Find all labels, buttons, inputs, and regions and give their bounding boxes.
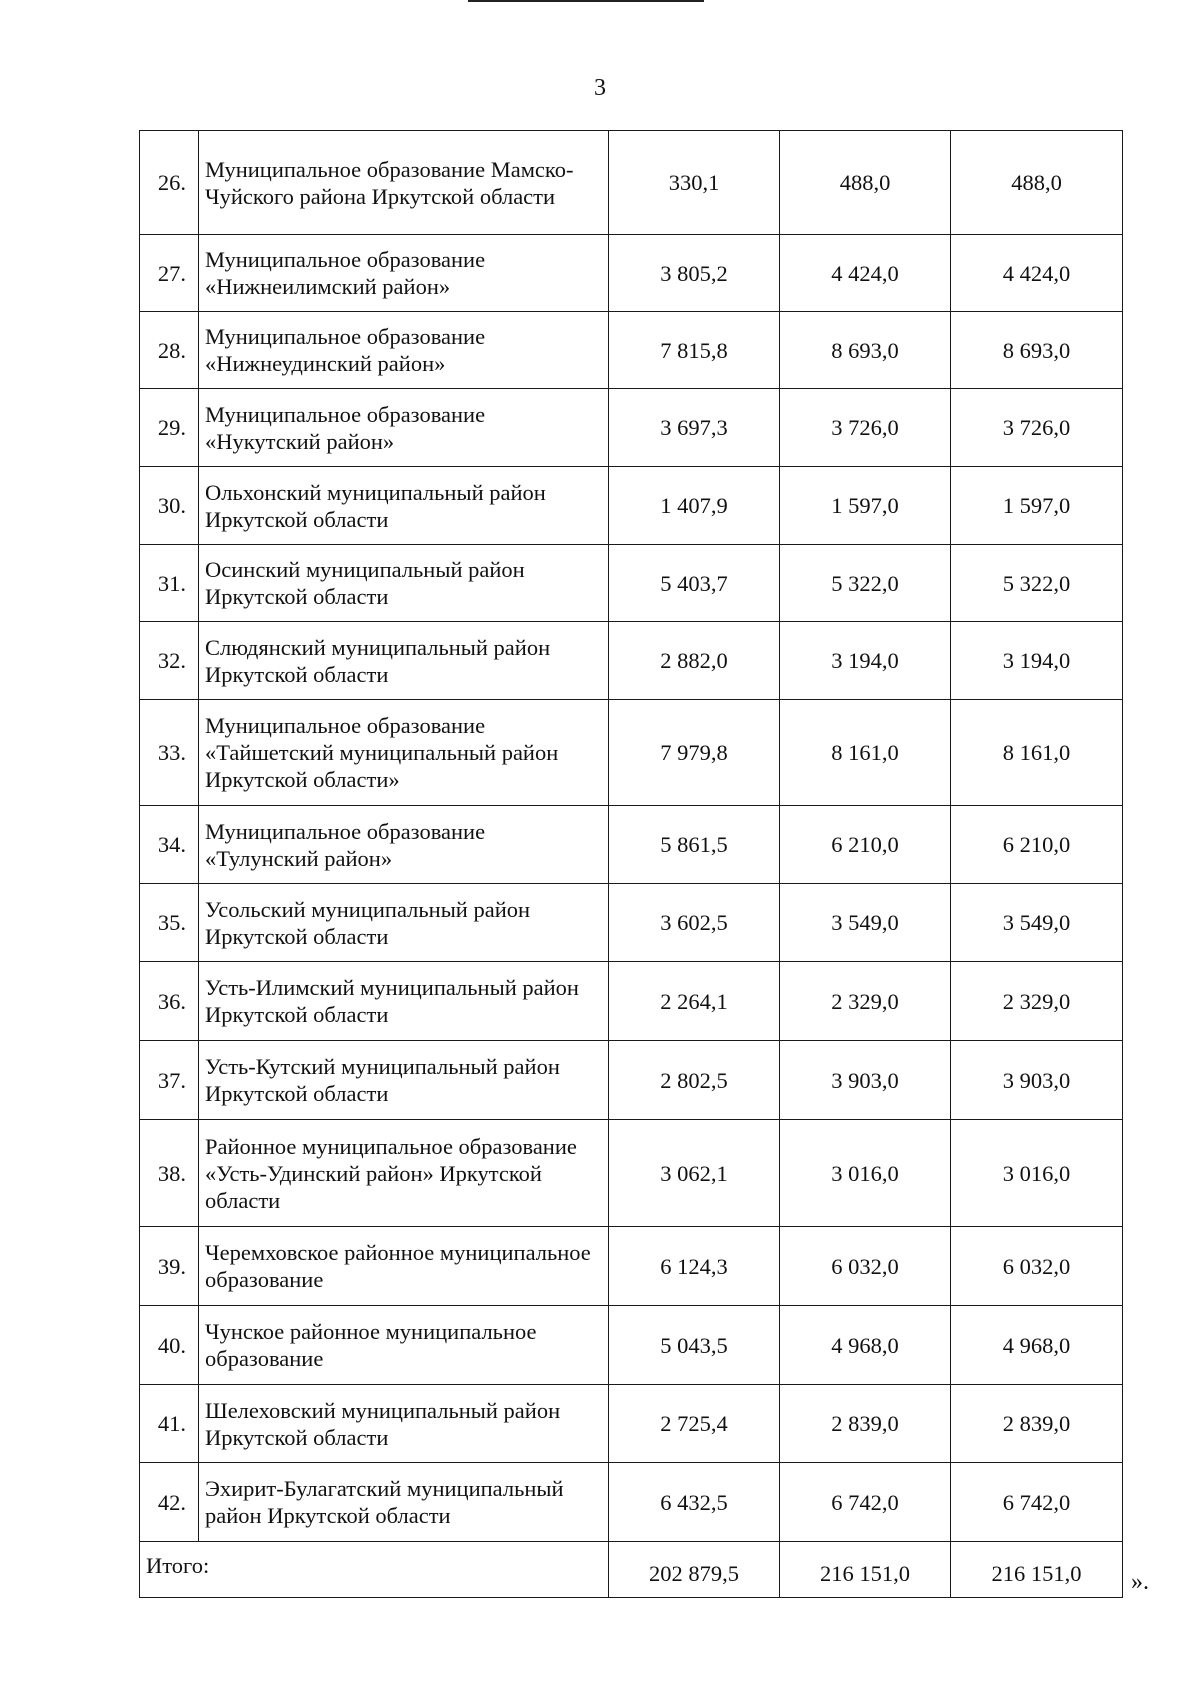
value-col-1: 3 697,3 bbox=[609, 389, 780, 467]
table-row bbox=[140, 622, 1123, 700]
value-col-1: 2 725,4 bbox=[609, 1385, 780, 1463]
municipality-name: Муниципальное образование «Нижнеудинский район» bbox=[199, 312, 609, 389]
municipality-name: Районное муниципальное образование «Усть-Удинский район» Иркутской области bbox=[199, 1120, 609, 1227]
value-col-2: 3 549,0 bbox=[780, 884, 951, 962]
value-col-1: 1 407,9 bbox=[609, 467, 780, 545]
value-col-3: 3 194,0 bbox=[951, 622, 1123, 700]
value-col-2: 2 329,0 bbox=[780, 962, 951, 1041]
table-row bbox=[140, 235, 1123, 312]
value-col-3: 3 016,0 bbox=[951, 1120, 1123, 1227]
row-number: 31. bbox=[140, 545, 199, 622]
row-number: 33. bbox=[140, 700, 199, 806]
value-col-3: 3 903,0 bbox=[951, 1041, 1123, 1120]
total-row bbox=[140, 1542, 1123, 1598]
total-value-col-2: 216 151,0 bbox=[780, 1542, 951, 1598]
value-col-2: 2 839,0 bbox=[780, 1385, 951, 1463]
value-col-3: 6 742,0 bbox=[951, 1463, 1123, 1542]
table-row bbox=[140, 884, 1123, 962]
municipality-name: Чунское районное муниципальное образование bbox=[199, 1306, 609, 1385]
value-col-2: 4 968,0 bbox=[780, 1306, 951, 1385]
row-number: 34. bbox=[140, 806, 199, 884]
value-col-2: 3 726,0 bbox=[780, 389, 951, 467]
value-col-1: 5 043,5 bbox=[609, 1306, 780, 1385]
value-col-1: 7 815,8 bbox=[609, 312, 780, 389]
value-col-1: 2 264,1 bbox=[609, 962, 780, 1041]
row-number: 30. bbox=[140, 467, 199, 545]
row-number: 32. bbox=[140, 622, 199, 700]
value-col-3: 6 210,0 bbox=[951, 806, 1123, 884]
allocation-table bbox=[139, 130, 1123, 1598]
value-col-2: 5 322,0 bbox=[780, 545, 951, 622]
table-row bbox=[140, 1120, 1123, 1227]
table-row bbox=[140, 1385, 1123, 1463]
value-col-1: 5 861,5 bbox=[609, 806, 780, 884]
municipality-name: Муниципальное образование «Тайшетский муниципальный район Иркутской области» bbox=[199, 700, 609, 806]
total-label: Итого: bbox=[140, 1542, 609, 1598]
value-col-3: 3 549,0 bbox=[951, 884, 1123, 962]
row-number: 26. bbox=[140, 131, 199, 235]
total-value-col-1: 202 879,5 bbox=[609, 1542, 780, 1598]
value-col-1: 2 882,0 bbox=[609, 622, 780, 700]
value-col-3: 1 597,0 bbox=[951, 467, 1123, 545]
row-number: 39. bbox=[140, 1227, 199, 1306]
row-number: 42. bbox=[140, 1463, 199, 1542]
row-number: 41. bbox=[140, 1385, 199, 1463]
value-col-1: 5 403,7 bbox=[609, 545, 780, 622]
value-col-1: 330,1 bbox=[609, 131, 780, 235]
row-number: 36. bbox=[140, 962, 199, 1041]
table-row bbox=[140, 1227, 1123, 1306]
top-rule bbox=[468, 0, 704, 2]
total-value-col-3: 216 151,0 bbox=[951, 1542, 1123, 1598]
municipality-name: Слюдянский муниципальный район Иркутской области bbox=[199, 622, 609, 700]
value-col-3: 6 032,0 bbox=[951, 1227, 1123, 1306]
value-col-3: 8 693,0 bbox=[951, 312, 1123, 389]
value-col-3: 4 424,0 bbox=[951, 235, 1123, 312]
row-number: 28. bbox=[140, 312, 199, 389]
municipality-name: Ольхонский муниципальный район Иркутской области bbox=[199, 467, 609, 545]
row-number: 40. bbox=[140, 1306, 199, 1385]
value-col-2: 488,0 bbox=[780, 131, 951, 235]
municipality-name: Муниципальное образование «Тулунский район» bbox=[199, 806, 609, 884]
value-col-1: 6 432,5 bbox=[609, 1463, 780, 1542]
value-col-3: 8 161,0 bbox=[951, 700, 1123, 806]
table-row bbox=[140, 700, 1123, 806]
row-number: 29. bbox=[140, 389, 199, 467]
value-col-1: 2 802,5 bbox=[609, 1041, 780, 1120]
value-col-2: 4 424,0 bbox=[780, 235, 951, 312]
row-number: 37. bbox=[140, 1041, 199, 1120]
value-col-2: 3 194,0 bbox=[780, 622, 951, 700]
value-col-3: 3 726,0 bbox=[951, 389, 1123, 467]
row-number: 27. bbox=[140, 235, 199, 312]
closing-quote-mark: ». bbox=[1131, 1569, 1149, 1595]
value-col-2: 1 597,0 bbox=[780, 467, 951, 545]
value-col-3: 2 839,0 bbox=[951, 1385, 1123, 1463]
municipality-name: Осинский муниципальный район Иркутской области bbox=[199, 545, 609, 622]
value-col-2: 3 903,0 bbox=[780, 1041, 951, 1120]
table-row bbox=[140, 545, 1123, 622]
value-col-3: 2 329,0 bbox=[951, 962, 1123, 1041]
value-col-1: 3 062,1 bbox=[609, 1120, 780, 1227]
value-col-2: 8 161,0 bbox=[780, 700, 951, 806]
table-row bbox=[140, 962, 1123, 1041]
value-col-1: 3 602,5 bbox=[609, 884, 780, 962]
table-row bbox=[140, 389, 1123, 467]
municipality-name: Муниципальное образование «Нукутский район» bbox=[199, 389, 609, 467]
value-col-2: 3 016,0 bbox=[780, 1120, 951, 1227]
row-number: 35. bbox=[140, 884, 199, 962]
row-number: 38. bbox=[140, 1120, 199, 1227]
value-col-1: 7 979,8 bbox=[609, 700, 780, 806]
value-col-2: 8 693,0 bbox=[780, 312, 951, 389]
municipality-name: Эхирит-Булагатский муниципальный район Иркутской области bbox=[199, 1463, 609, 1542]
municipality-name: Муниципальное образование Мамско-Чуйского района Иркутской области bbox=[199, 131, 609, 235]
table-row bbox=[140, 467, 1123, 545]
municipality-name: Усть-Илимский муниципальный район Иркутской области bbox=[199, 962, 609, 1041]
value-col-3: 488,0 bbox=[951, 131, 1123, 235]
table-row bbox=[140, 1463, 1123, 1542]
value-col-1: 3 805,2 bbox=[609, 235, 780, 312]
value-col-3: 5 322,0 bbox=[951, 545, 1123, 622]
table-row bbox=[140, 806, 1123, 884]
municipality-name: Шелеховский муниципальный район Иркутской области bbox=[199, 1385, 609, 1463]
municipality-name: Черемховское районное муниципальное образование bbox=[199, 1227, 609, 1306]
municipality-name: Муниципальное образование «Нижнеилимский район» bbox=[199, 235, 609, 312]
value-col-3: 4 968,0 bbox=[951, 1306, 1123, 1385]
municipality-name: Усть-Кутский муниципальный район Иркутской области bbox=[199, 1041, 609, 1120]
table-row bbox=[140, 1306, 1123, 1385]
value-col-2: 6 032,0 bbox=[780, 1227, 951, 1306]
page-number: 3 bbox=[594, 75, 606, 101]
municipality-name: Усольский муниципальный район Иркутской области bbox=[199, 884, 609, 962]
value-col-2: 6 742,0 bbox=[780, 1463, 951, 1542]
value-col-2: 6 210,0 bbox=[780, 806, 951, 884]
table-row bbox=[140, 312, 1123, 389]
table-row bbox=[140, 131, 1123, 235]
value-col-1: 6 124,3 bbox=[609, 1227, 780, 1306]
table-row bbox=[140, 1041, 1123, 1120]
